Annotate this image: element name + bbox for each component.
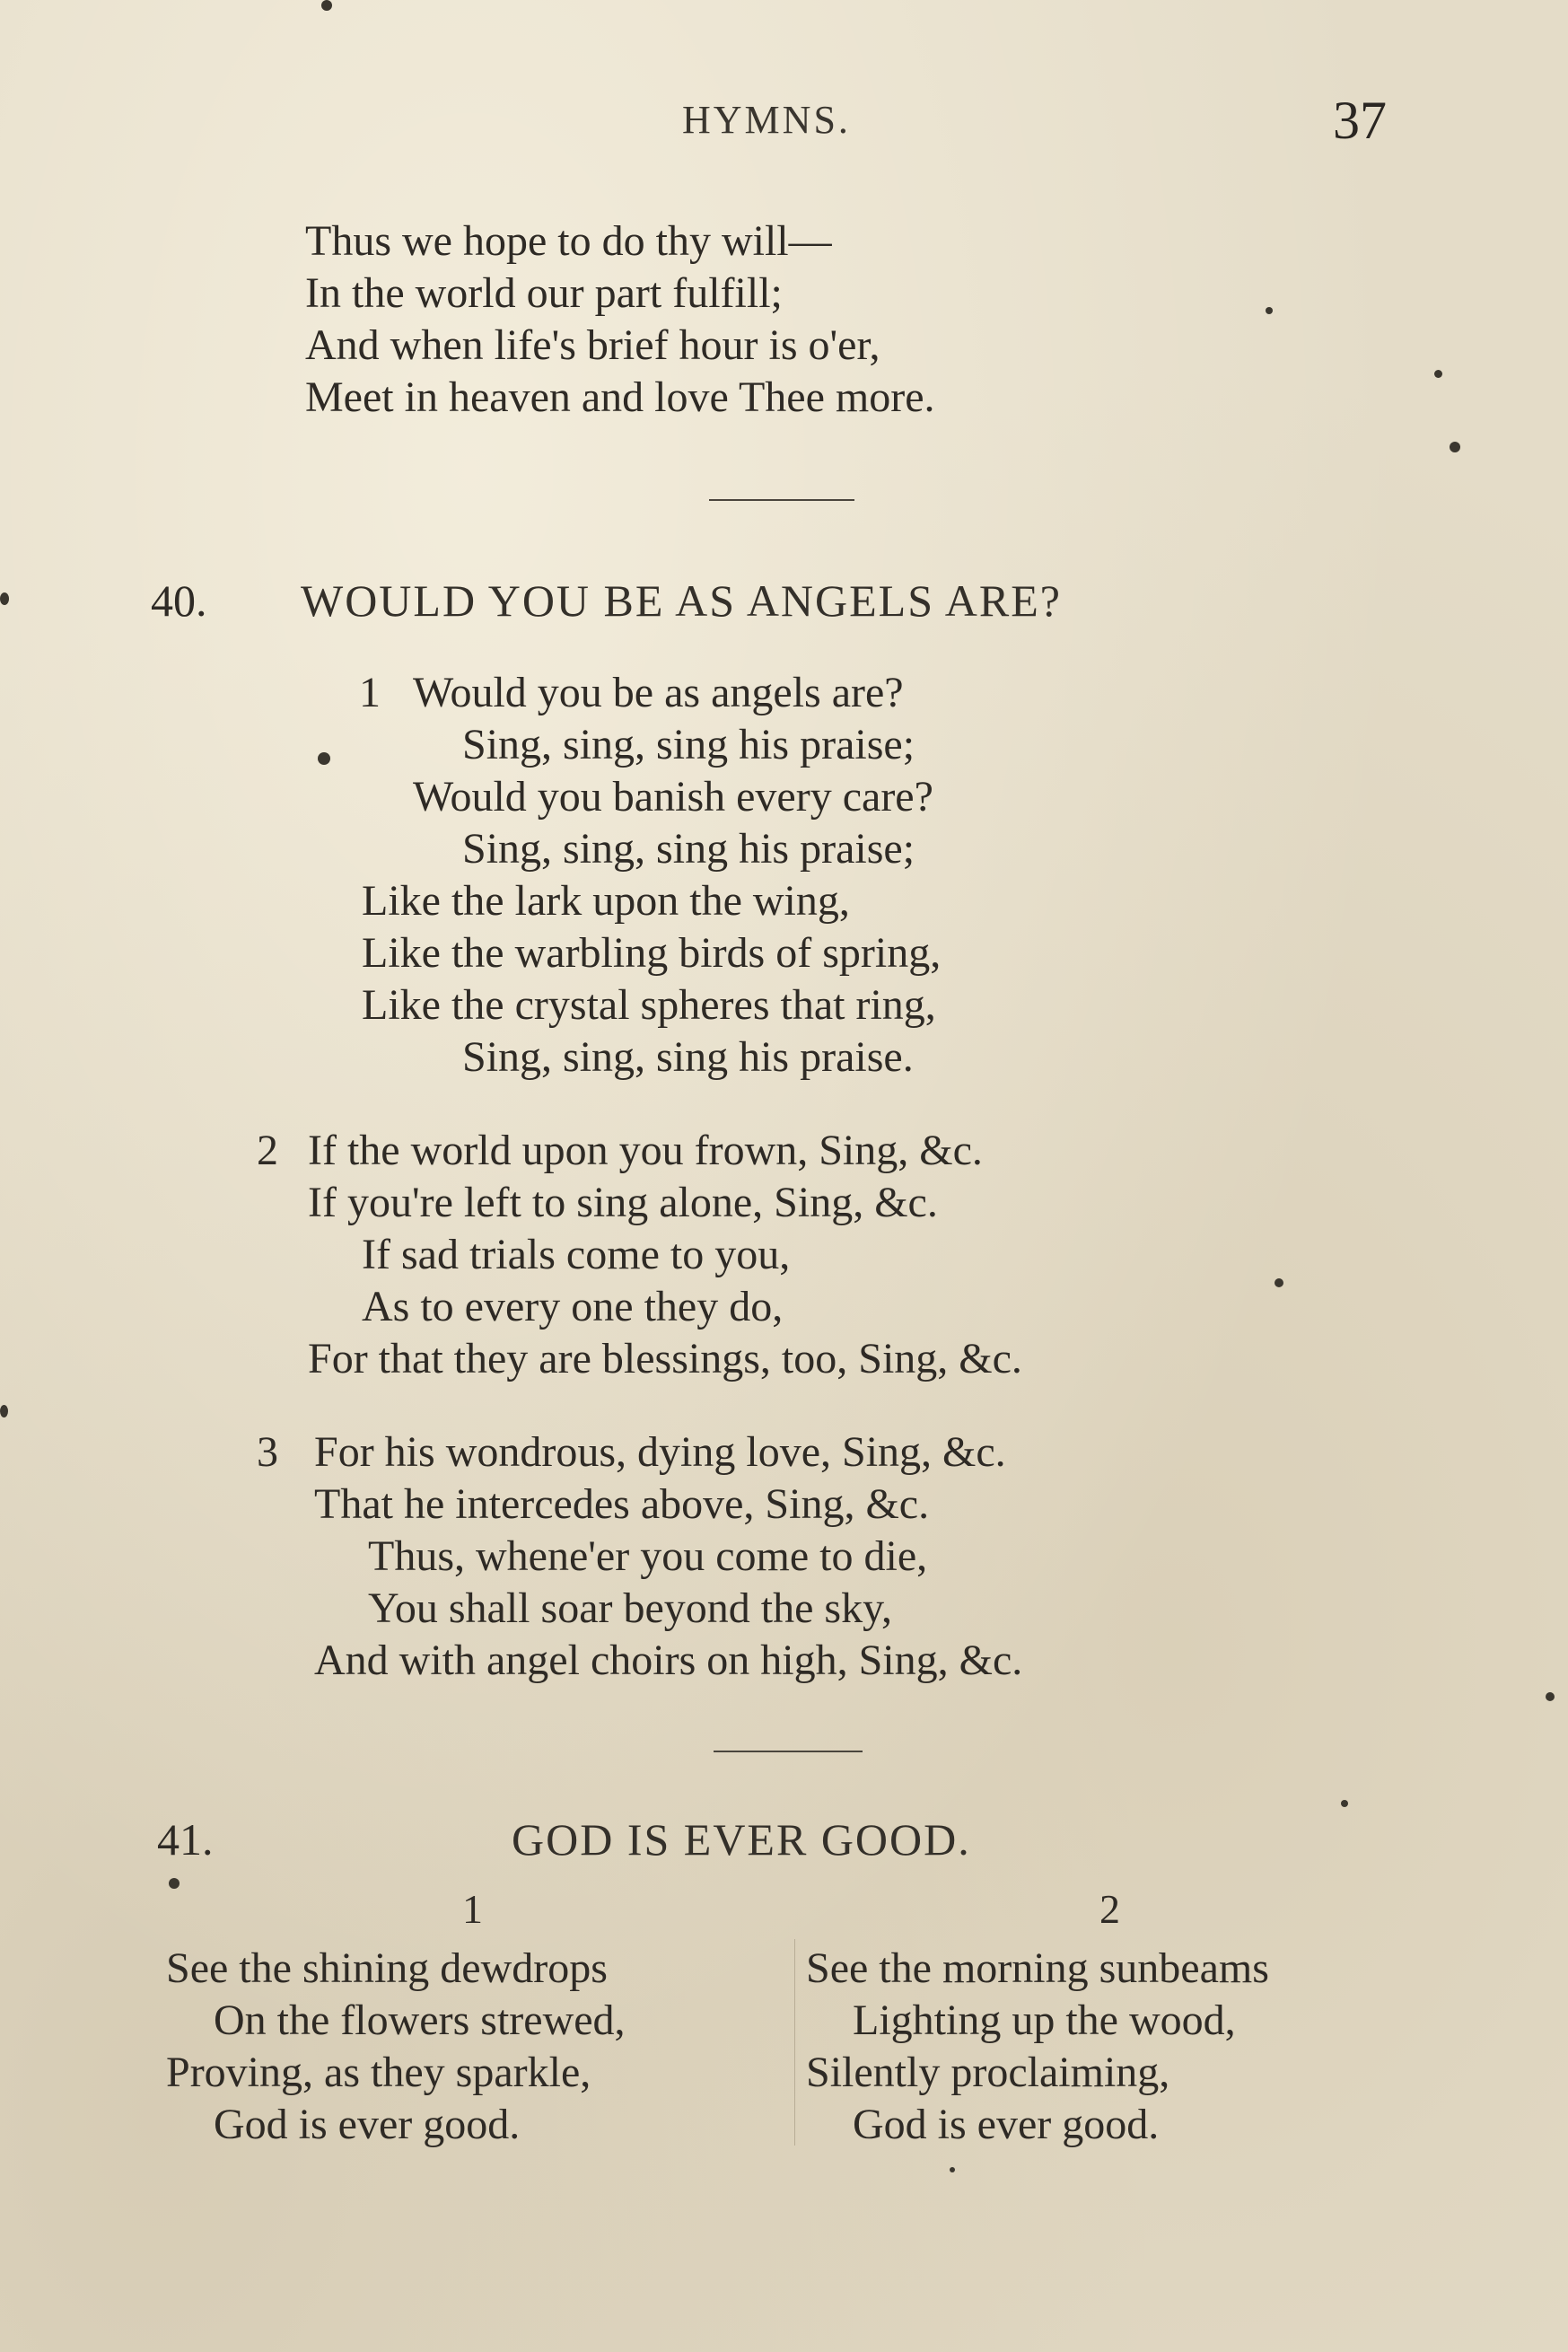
verse-line: Thus, whene'er you come to die, — [368, 1532, 928, 1580]
column-line: God is ever good. — [214, 2101, 521, 2148]
paper-speck — [1266, 307, 1273, 314]
column-line: God is ever good. — [853, 2101, 1160, 2148]
paper-speck — [1341, 1800, 1348, 1807]
verse-line: If you're left to sing alone, Sing, &c. — [308, 1179, 938, 1226]
top-stanza-line: Meet in heaven and love Thee more. — [305, 373, 935, 421]
verse-line: You shall soar beyond the sky, — [368, 1584, 892, 1632]
verse-line: Like the warbling birds of spring, — [362, 929, 942, 977]
paper-speck — [169, 1878, 180, 1889]
verse-line: As to every one they do, — [362, 1283, 784, 1330]
column-line: See the shining dewdrops — [166, 1944, 608, 1992]
hymn-title: WOULD YOU BE AS ANGELS ARE? — [301, 575, 1062, 626]
hymn-number: 40. — [151, 575, 207, 626]
verse-line: Would you banish every care? — [413, 773, 933, 821]
top-stanza-line: And when life's brief hour is o'er, — [305, 321, 880, 369]
column-number: 1 — [462, 1886, 483, 1932]
paper-speck — [318, 752, 330, 765]
column-number: 2 — [1099, 1886, 1120, 1932]
verse-line: If sad trials come to you, — [362, 1231, 791, 1278]
verse-line: And with angel choirs on high, Sing, &c. — [314, 1637, 1023, 1684]
paper-speck — [1275, 1278, 1283, 1287]
verse-number: 3 — [257, 1428, 278, 1476]
paper-speck — [0, 1405, 8, 1417]
paper-speck — [1434, 370, 1442, 378]
verse-line: If the world upon you frown, Sing, &c. — [308, 1127, 983, 1174]
section-divider — [709, 499, 854, 501]
verse-number: 2 — [257, 1127, 278, 1174]
paper-speck — [321, 0, 332, 11]
column-divider — [794, 1939, 795, 2146]
paper-speck — [0, 592, 9, 605]
top-stanza-line: In the world our part fulfill; — [305, 269, 783, 317]
verse-line: Sing, sing, sing his praise; — [462, 721, 915, 768]
column-line: Silently proclaiming, — [806, 2049, 1170, 2096]
column-line: Proving, as they sparkle, — [166, 2049, 591, 2096]
hymn-number: 41. — [157, 1814, 214, 1865]
verse-line: Like the crystal spheres that ring, — [362, 981, 936, 1029]
section-divider — [714, 1751, 863, 1752]
verse-line: For that they are blessings, too, Sing, &c. — [308, 1335, 1022, 1382]
verse-line: Sing, sing, sing his praise; — [462, 825, 915, 873]
paper-speck — [950, 2167, 955, 2172]
verse-line: That he intercedes above, Sing, &c. — [314, 1480, 930, 1528]
paper-speck — [1546, 1692, 1555, 1701]
column-line: On the flowers strewed, — [214, 1997, 626, 2044]
column-line: Lighting up the wood, — [853, 1997, 1236, 2044]
paper-speck — [1450, 442, 1460, 452]
top-stanza-line: Thus we hope to do thy will— — [305, 217, 832, 265]
running-header-title: HYMNS. — [682, 98, 851, 142]
column-line: See the morning sunbeams — [806, 1944, 1269, 1992]
verse-number: 1 — [359, 669, 381, 716]
hymn-title: GOD IS EVER GOOD. — [512, 1814, 971, 1865]
page-number: 37 — [1333, 91, 1387, 150]
verse-line: For his wondrous, dying love, Sing, &c. — [314, 1428, 1006, 1476]
verse-line: Would you be as angels are? — [413, 669, 904, 716]
verse-line: Sing, sing, sing his praise. — [462, 1033, 914, 1081]
verse-line: Like the lark upon the wing, — [362, 877, 850, 925]
